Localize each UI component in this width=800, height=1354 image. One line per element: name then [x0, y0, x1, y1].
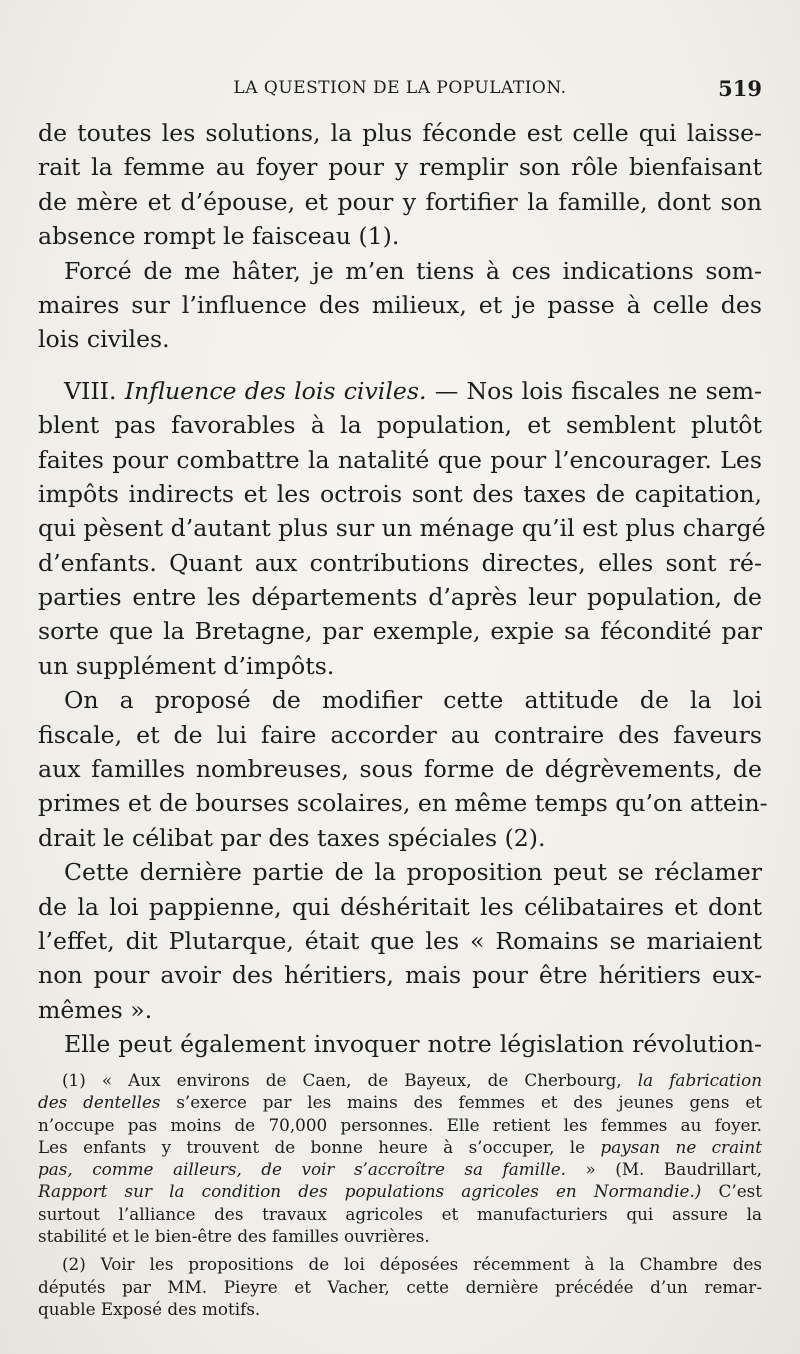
running-head — [38, 78, 762, 102]
footnote-line — [38, 1136, 762, 1158]
footnote-text: (1) « Aux environs de Caen, de Bayeux, de Cherbourg, — [62, 1070, 622, 1090]
text-line: de toutes les solutions, la plus féconde est celle qui laisse- — [38, 119, 762, 147]
footnotes — [38, 1069, 762, 1320]
text-line: mêmes ». — [38, 995, 153, 1024]
footnote-line — [38, 1158, 762, 1180]
footnote-text-italic: la fabrication — [637, 1070, 762, 1090]
text-line: primes et de bourses scolaires, en même temps qu’on attein- — [38, 789, 768, 818]
footnote-text: Les enfants y trouvent de bonne heure à s’occuper, le — [38, 1136, 586, 1157]
footnote-line: (2) Voir les propositions de loi déposées récemment à la Chambre des — [62, 1254, 762, 1275]
footnote-line — [38, 1091, 762, 1113]
text-line: faites pour combattre la natalité que pour l’encourager. Les — [38, 445, 762, 474]
text-line: de la loi pappienne, qui déshéritait les célibataires et dont — [38, 892, 762, 921]
text-line: maires sur l’influence des milieux, et je passe à celle des — [38, 290, 762, 319]
text-line: Cette dernière partie de la proposition peut se réclamer — [64, 858, 762, 887]
text-line: Elle peut également invoquer notre législation révolution- — [64, 1030, 762, 1059]
section-number: VIII. — [64, 376, 117, 405]
text-line: non pour avoir des héritiers, mais pour être héritiers eux- — [38, 961, 762, 990]
text-line: un supplément d’impôts. — [38, 651, 335, 680]
running-title: LA QUESTION DE LA POPULATION. — [233, 78, 567, 98]
footnote-line — [38, 1069, 762, 1091]
section-heading-line — [38, 374, 762, 408]
text-line: impôts indirects et les octrois sont des taxes de capitation, — [38, 479, 762, 508]
footnote-text: C’est — [718, 1181, 762, 1202]
text-line: sorte que la Bretagne, par exemple, expie sa fécondité par — [38, 617, 762, 646]
section-title: Influence des lois civiles. — [124, 376, 427, 405]
text-line: lois civiles. — [38, 325, 170, 354]
body-text — [38, 116, 768, 1062]
footnote-line — [38, 1180, 762, 1202]
text-line: l’effet, dit Plutarque, était que les « Romains se mariaient — [38, 926, 762, 955]
text-line: parties entre les départements d’après leur population, de — [38, 583, 762, 612]
footnote-line: surtout l’alliance des travaux agricoles et manufacturiers qui assure la — [38, 1203, 762, 1224]
footnote-text: s’exerce par les mains des femmes et des jeunes gens et — [176, 1092, 762, 1113]
text-line: fiscale, et de lui faire accorder au contraire des faveurs — [38, 720, 762, 749]
footnote-line: stabilité et le bien-être des familles ouvrières. — [38, 1226, 430, 1247]
section-lead: — Nos lois fiscales ne sem- — [434, 376, 763, 405]
page-number: 519 — [718, 76, 762, 101]
footnote-text-italic: pas, comme ailleurs, de voir s’accroître sa famille. — [38, 1159, 567, 1180]
text-line: absence rompt le faisceau (1). — [38, 222, 400, 251]
text-line: d’enfants. Quant aux contributions directes, elles sont ré- — [38, 548, 762, 577]
footnote-text-italic: Rapport sur la condition des populations agricoles en Normandie.) — [38, 1181, 702, 1202]
footnote-text-italic: paysan ne craint — [600, 1136, 762, 1157]
text-line: aux familles nombreuses, sous forme de dégrèvements, de — [38, 755, 762, 784]
footnote-line: n’occupe pas moins de 70,000 personnes. Elle retient les femmes au foyer. — [38, 1114, 762, 1135]
text-line: On a proposé de modifier cette attitude de la loi — [64, 686, 762, 715]
text-line: qui pèsent d’autant plus sur un ménage qu’il est plus chargé — [38, 514, 766, 543]
text-line: blent pas favorables à la population, et semblent plutôt — [38, 411, 762, 440]
text-line: de mère et d’épouse, et pour y fortifier la famille, dont son — [38, 187, 762, 216]
footnote-text: » (M. Baudrillart, — [585, 1159, 762, 1180]
text-line: rait la femme au foyer pour y remplir son rôle bienfaisant — [38, 153, 762, 182]
text-line: Forcé de me hâter, je m’en tiens à ces indications som- — [64, 256, 762, 285]
footnote-text-italic: des dentelles — [38, 1092, 161, 1113]
footnote-line: quable Exposé des motifs. — [38, 1298, 261, 1319]
footnote-line: députés par MM. Pieyre et Vacher, cette dernière précédée d’un remar- — [38, 1276, 762, 1297]
text-line: drait le célibat par des taxes spéciales (2). — [38, 823, 546, 852]
